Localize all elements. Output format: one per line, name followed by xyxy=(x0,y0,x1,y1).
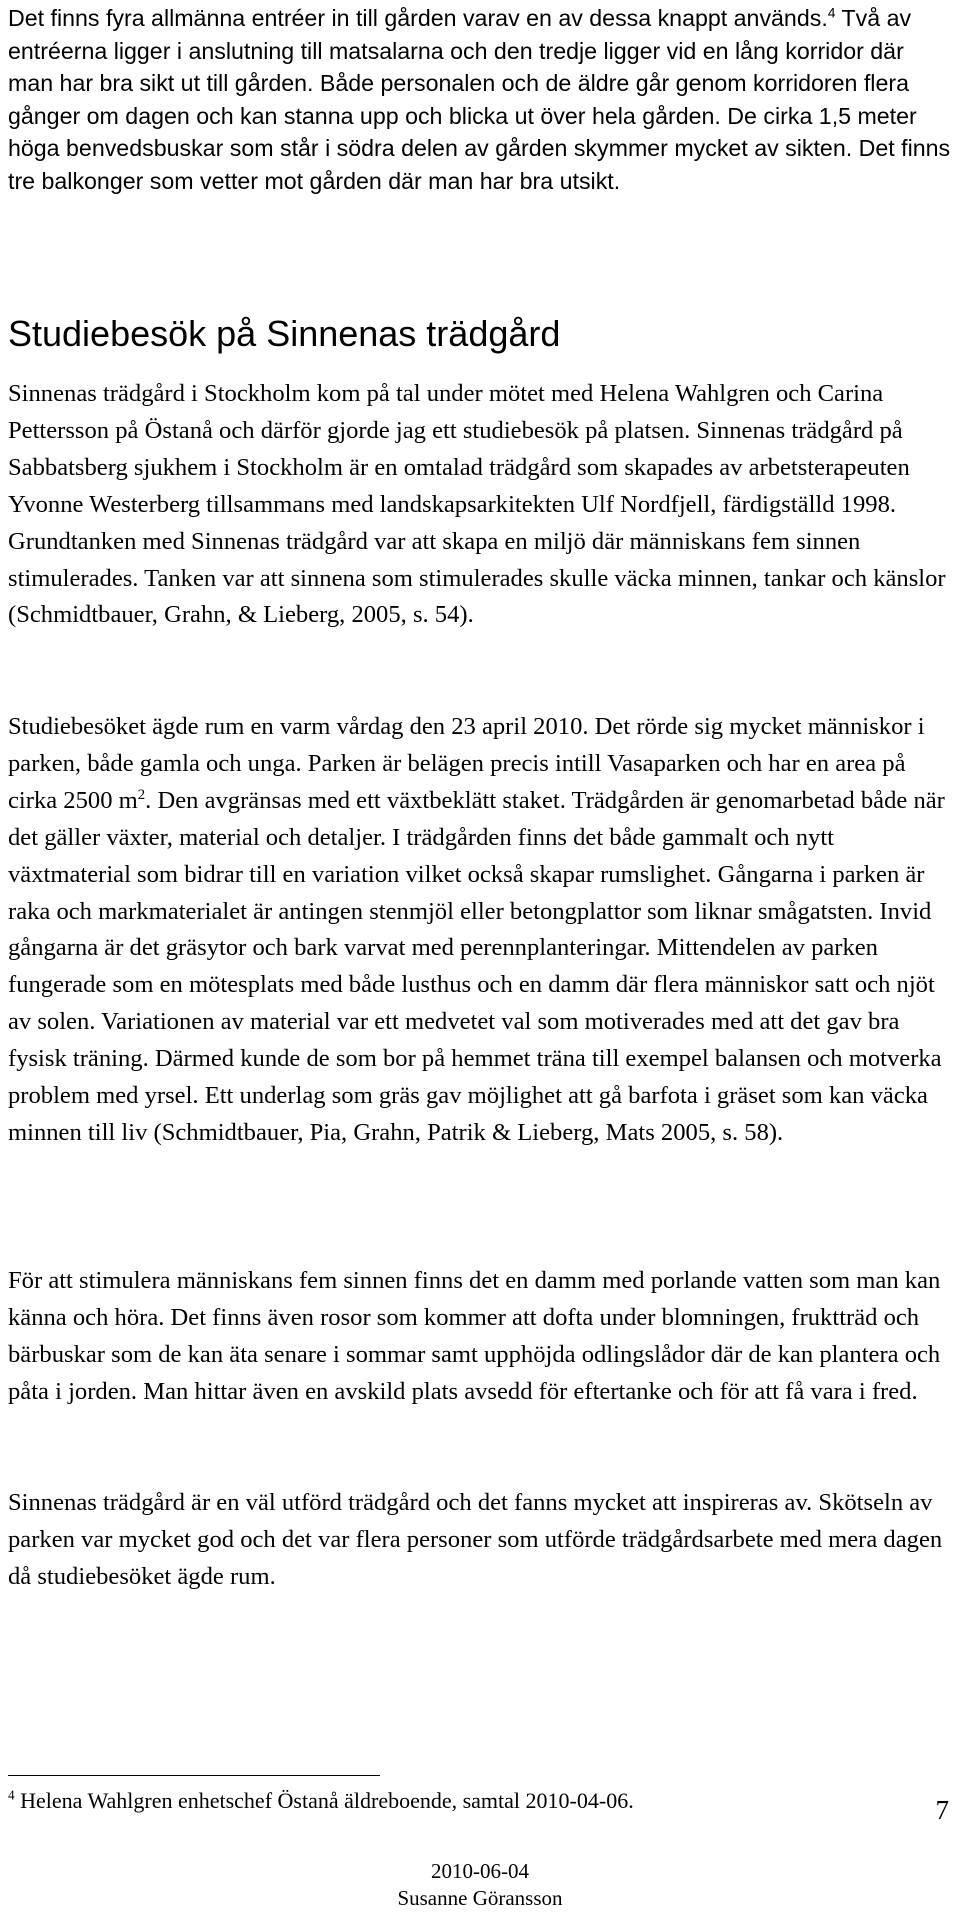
paragraph-visit-background: Sinnenas trädgård i Stockholm kom på tal under mötet med Helena Wahlgren och Carina Pettersson på Östanå och därför gjorde jag ett studiebesök på platsen. Sinnenas trädgård på Sabbatsberg sjukhem i Stockholm är en omtalad trädgård som skapades av arbetsterapeuten Yvonne Westerberg tillsammans med landskapsarkitekten Ulf Nordfjell, färdigställd 1998. Grundtanken med Sinnenas trädgård var att skapa en miljö där människans fem sinnen stimulerades. Tanken var att sinnena som stimulerades skulle väcka minnen, tankar och känslor (Schmidtbauer, Grahn, & Lieberg, 2005, s. 54). xyxy=(8,380,946,629)
footnote-number: 4 xyxy=(8,1787,15,1803)
visit-text-end: . Den avgränsas med ett växtbeklätt staket. Trädgården är genomarbetad både när det gäller växter, material och detaljer. I trädgården finns det både gammalt och nytt växtmaterial som bidrar till en variation vilket också skapar rumslighet. Gångarna i parken är raka och markmaterialet är antingen stenmjöl eller betongplattor som liknar smågatsten. Invid gångarna är det gräsytor och bark varvat med perennplanteringar. Mittendelen av parken fungerade som en mötesplats med både lusthus och en damm där flera människor satt och njöt av solen. Variationen av material var ett medvetet val som motiverades med att det gav bra fysisk träning. Därmed kunde de som bor på hemmet träna till exempel balansen och motverka problem med yrsel. Ett underlag som gräs gav möjlighet att gå barfota i gräset som kan väcka minnen till liv (Schmidtbauer, Pia, Grahn, Patrik & Lieberg, Mats 2005, s. 58). xyxy=(8,786,945,1146)
page-number: 7 xyxy=(935,1795,949,1825)
footnote-divider xyxy=(8,1775,380,1776)
footnote-text: Helena Wahlgren enhetschef Östanå äldreboende, samtal 2010-04-06. xyxy=(14,1788,634,1813)
section-heading: Studiebesök på Sinnenas trädgård xyxy=(8,313,561,354)
visit-text-start: Studiebesöket ägde rum en varm vårdag den 23 april 2010. Det rörde sig mycket människor i parken, både gamla och unga. Parken är belägen precis intill Vasaparken och har en area på cirka 2500 m xyxy=(8,713,925,814)
footnote-reference: 4 xyxy=(827,4,836,21)
footnote xyxy=(8,1786,634,1816)
footer-author: Susanne Göransson xyxy=(397,1886,563,1910)
paragraph-conclusion: Sinnenas trädgård är en väl utförd trädgård och det fanns mycket att inspireras av. Skötseln av parken var mycket god och det var flera personer som utförde trädgårdsarbete med mera dagen då studiebesöket ägde rum. xyxy=(8,1489,943,1590)
area-exponent: 2 xyxy=(137,786,146,803)
intro-text-start: Det finns fyra allmänna entréer in till gården varav en av dessa knappt används. xyxy=(8,5,828,31)
intro-text-end: Två av entréerna ligger i anslutning till matsalarna och den tredje ligger vid en lång korridor där man har bra sikt ut till gården. Både personalen och de äldre går genom korridoren flera gånger om dagen och kan stanna upp och blicka ut över hela gården. De cirka 1,5 meter höga benvedsbuskar som står i södra delen av gården skymmer mycket av sikten. Det finns tre balkonger som vetter mot gården där man har bra utsikt. xyxy=(8,5,951,194)
intro-paragraph xyxy=(8,2,953,197)
paragraph-visit-description xyxy=(8,709,953,1152)
footer-date: 2010-06-04 xyxy=(431,1859,529,1883)
paragraph-senses: För att stimulera människans fem sinnen finns det en damm med porlande vatten som man kan känna och höra. Det finns även rosor som kommer att dofta under blomningen, fruktträd och bärbuskar som de kan äta senare i sommar samt upphöjda odlingslådor där de kan plantera och påta i jorden. Man hittar även en avskild plats avsedd för eftertanke och för att få vara i fred. xyxy=(8,1267,941,1405)
